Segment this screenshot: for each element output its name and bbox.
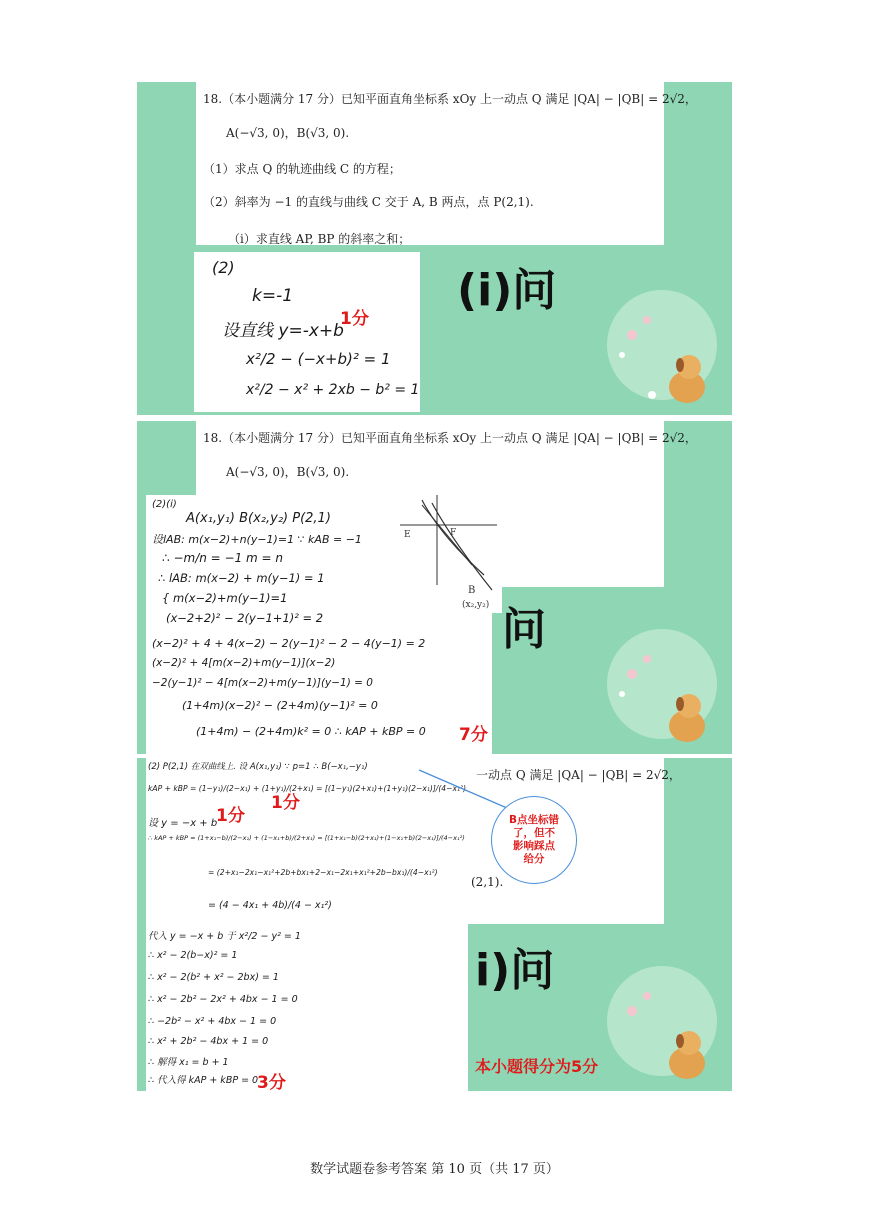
question-points: A(−√3, 0)，B(√3, 0). bbox=[226, 126, 350, 140]
question-part1: （1）求点 Q 的轨迹曲线 C 的方程； bbox=[203, 162, 401, 176]
hand-line: 设直线 y=-x+b bbox=[222, 321, 344, 341]
answer-panel-3 bbox=[137, 758, 732, 1091]
hand-line: (2) P(2,1) 在双曲线上. 设 A(x₁,y₁) ∵ p=1 ∴ B(−x₁,−y₁) bbox=[148, 762, 368, 772]
puppy-decoration bbox=[592, 275, 732, 415]
hand-line: (x−2)² + 4 + 4(x−2) − 2(y−1)² − 2 − 4(y−1) = 2 bbox=[152, 637, 426, 650]
hand-line: ∴ x² − 2(b² + x² − 2bx) = 1 bbox=[148, 972, 279, 983]
hand-line: ∴ 代入得 kAP + kBP = 0 bbox=[148, 1075, 259, 1086]
hand-line: = (2+x₁−2x₁−x₁²+2b+bx₁+2−x₁−2x₁+x₁²+2b−bx₁)/(4−x₁²) bbox=[208, 868, 438, 877]
question-stem: 18.（本小题满分 17 分）已知平面直角坐标系 xOy 上一动点 Q 满足 |QA| − |QB| = 2√2， bbox=[203, 431, 697, 445]
hand-line: ∴ 解得 x₁ = b + 1 bbox=[148, 1057, 229, 1068]
hand-line: { m(x−2)+m(y−1)=1 bbox=[162, 591, 288, 605]
hand-line: = (4 − 4x₁ + 4b)/(4 − x₁²) bbox=[208, 900, 332, 911]
hand-line: ∴ x² − 2b² − 2x² + 4bx − 1 = 0 bbox=[148, 994, 298, 1005]
hand-line: (x−2)² + 4[m(x−2)+m(y−1)](x−2) bbox=[152, 657, 336, 669]
puppy-decoration bbox=[592, 614, 732, 754]
hand-line: ∴ lAB: m(x−2) + m(y−1) = 1 bbox=[158, 571, 325, 585]
question-point-fragment: (2,1). bbox=[471, 875, 504, 889]
question-stem-fragment: 一动点 Q 满足 |QA| − |QB| = 2√2， bbox=[476, 768, 681, 782]
question-part2i: （i）求直线 AP, BP 的斜率之和； bbox=[228, 232, 411, 246]
score-label: 1分 bbox=[340, 309, 369, 329]
hand-line: −2(y−1)² − 4[m(x−2)+m(y−1)](y−1) = 0 bbox=[152, 677, 373, 689]
question-stem: 18.（本小题满分 17 分）已知平面直角坐标系 xOy 上一动点 Q 满足 |QA| − |QB| = 2√2， bbox=[203, 92, 697, 106]
question-part2: （2）斜率为 −1 的直线与曲线 C 交于 A, B 两点，点 P(2,1). bbox=[203, 195, 534, 209]
hand-line: (1+4m) − (2+4m)k² = 0 ∴ kAP + kBP = 0 bbox=[196, 725, 426, 738]
hand-line: ∴ kAP + kBP = (1+x₁−b)/(2−x₁) + (1−x₁+b)/(2+x₁) = [(1+x₁−b)(2+x₁)+(1−x₁+b)(2−x₁)]/(4−x₁²) bbox=[148, 834, 465, 842]
hyperbola-sketch bbox=[392, 495, 502, 613]
hand-line: (x−2+2)² − 2(y−1+1)² = 2 bbox=[166, 611, 324, 625]
sub-question-heading: (i)问 bbox=[457, 265, 557, 316]
hand-line: x²/2 − (−x+b)² = 1 bbox=[246, 350, 391, 368]
hand-line: x²/2 − x² + 2xb − b² = 1 bbox=[246, 382, 420, 398]
question-card bbox=[196, 82, 697, 246]
sketch-label: F bbox=[450, 528, 457, 538]
sub-question-heading: 问 bbox=[502, 604, 546, 655]
total-score-label: 本小题得分为5分 bbox=[475, 1057, 599, 1076]
puppy-decoration bbox=[592, 951, 732, 1091]
hand-line: 设 y = −x + b bbox=[148, 818, 218, 829]
score-label: 3分 bbox=[257, 1073, 286, 1091]
sketch-label: B bbox=[468, 585, 476, 596]
hand-line: (2) bbox=[212, 258, 235, 277]
score-label: 7分 bbox=[459, 725, 488, 745]
hand-line: ∴ x² − 2(b−x)² = 1 bbox=[148, 950, 238, 961]
hand-line: ∴ −2b² − x² + 4bx − 1 = 0 bbox=[148, 1016, 277, 1027]
sketch-label: (x₂,y₂) bbox=[462, 600, 490, 610]
hand-line: 代入 y = −x + b 于 x²/2 − y² = 1 bbox=[148, 931, 301, 942]
sketch-label: E bbox=[404, 530, 411, 540]
grading-callout: B点坐标错 了，但不 影响踩点 给分 bbox=[491, 796, 577, 884]
hand-line: ∴ −m/n = −1 m = n bbox=[162, 551, 284, 565]
handwritten-answer-1 bbox=[194, 252, 420, 412]
score-label: 1分 bbox=[271, 793, 300, 813]
hand-line: 设lAB: m(x−2)+n(y−1)=1 ∵ kAB = −1 bbox=[152, 533, 362, 546]
question-points: A(−√3, 0)，B(√3, 0). bbox=[226, 465, 350, 479]
hand-line: k=-1 bbox=[252, 286, 294, 306]
hand-line: A(x₁,y₁) B(x₂,y₂) P(2,1) bbox=[186, 511, 331, 526]
hand-line: (1+4m)(x−2)² − (2+4m)(y−1)² = 0 bbox=[182, 699, 378, 712]
answer-panel-2 bbox=[137, 421, 732, 754]
answer-panel-1 bbox=[137, 82, 732, 415]
score-label: 1分 bbox=[216, 806, 245, 826]
hand-line: (2)(i) bbox=[152, 499, 177, 510]
sub-question-heading: i)问 bbox=[475, 945, 555, 996]
hand-line: ∴ x² + 2b² − 4bx + 1 = 0 bbox=[148, 1036, 269, 1047]
hand-line: kAP + kBP = (1−y₁)/(2−x₁) + (1+y₁)/(2+x₁) = [(1−y₁)(2+x₁)+(1+y₁)(2−x₁)]/(4−x₁²) bbox=[148, 784, 467, 793]
page-footer: 数学试题卷参考答案 第 10 页（共 17 页） bbox=[310, 1162, 559, 1177]
